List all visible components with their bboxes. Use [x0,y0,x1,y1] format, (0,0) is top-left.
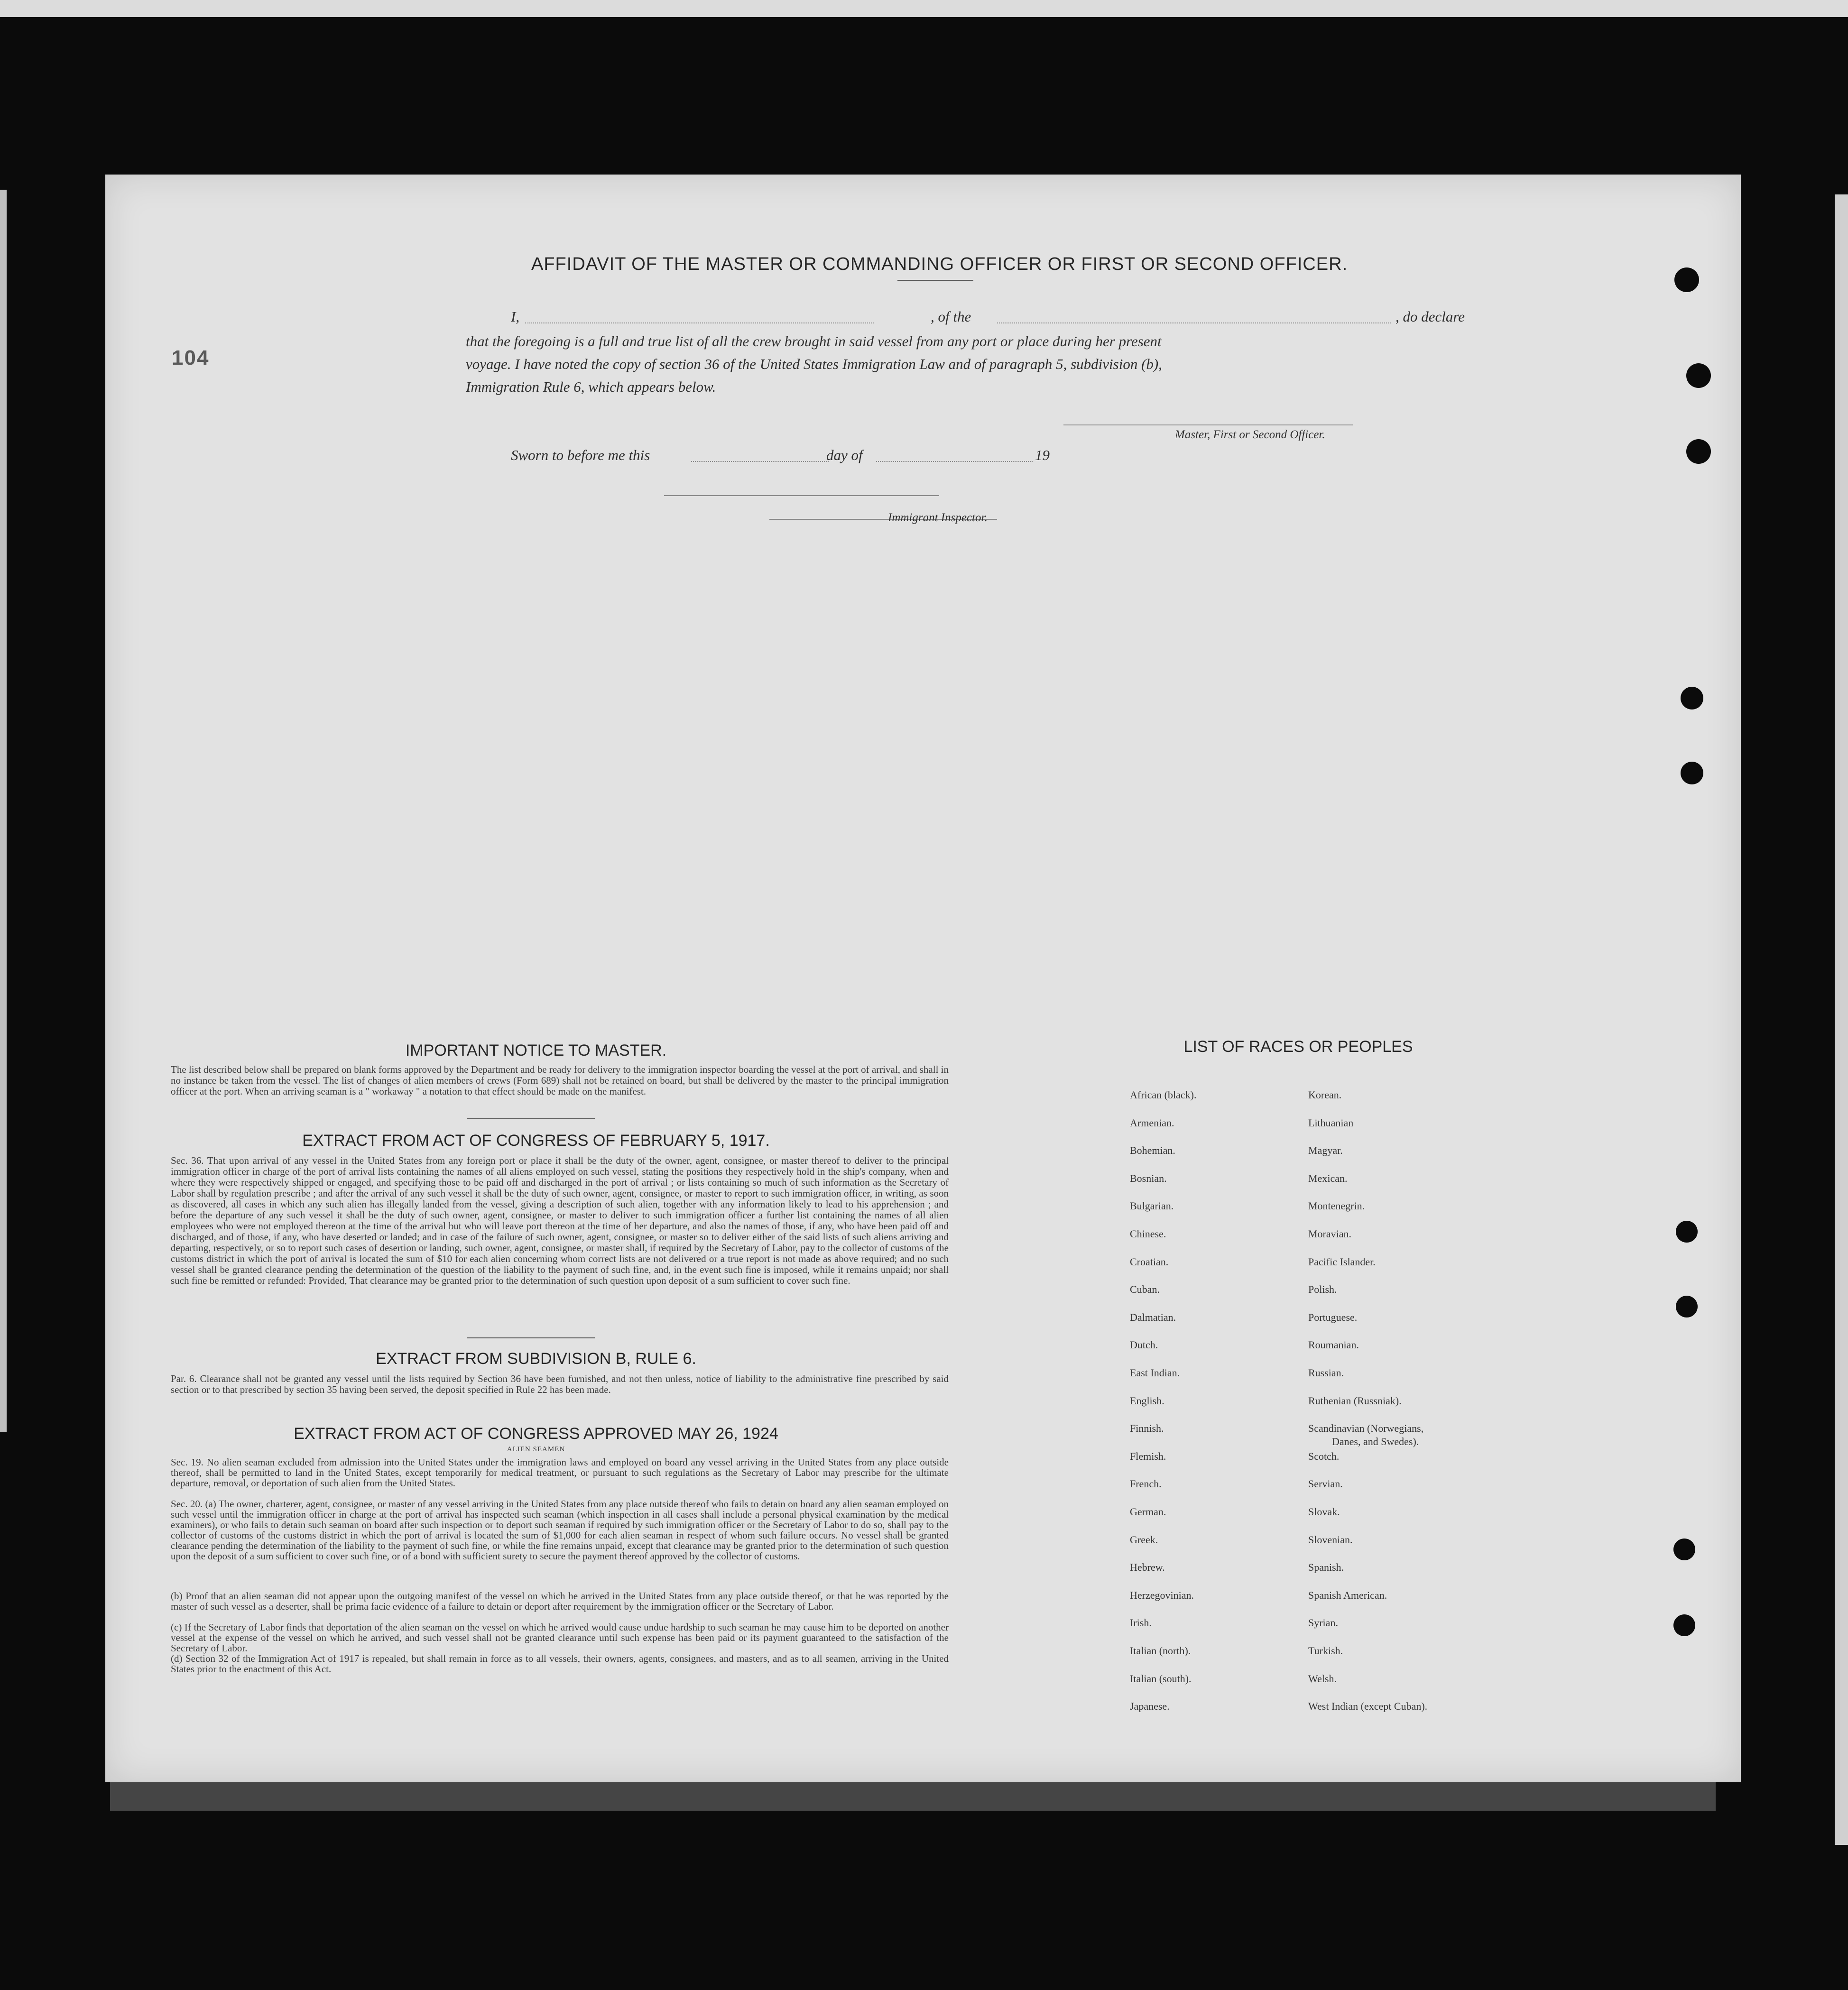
binder-hole [1676,1296,1698,1317]
affidavit-of-the: , of the [931,308,971,325]
extract-1924-sec20c: (c) If the Secretary of Labor finds that deportation of the alien seaman on the vessel on which he arrived would cause undue hardship to such seaman he may cause him to be deported on another vessel at the expense of the vessel on which he arrived, and such vessel shall not be granted clearance until such expense has been paid or its payment guaranteed to the satisfaction of the Secretary of Labor. [171,1621,949,1654]
race-item: Spanish. [1308,1561,1344,1574]
race-item: West Indian (except Cuban). [1308,1700,1428,1713]
signature-label: Master, First or Second Officer. [1175,428,1325,441]
binder-hole [1673,1539,1695,1560]
race-item: East Indian. [1130,1367,1180,1379]
sworn-label: Sworn to before me this [511,447,650,463]
signature-line [1063,424,1353,425]
race-item: Slovenian. [1308,1533,1353,1546]
race-item: German. [1130,1506,1166,1518]
affidavit-line-4: Immigration Rule 6, which appears below. [466,378,716,395]
races-title: LIST OF RACES OR PEOPLES [1183,1038,1413,1056]
page-shadow [110,1778,1716,1811]
race-item: Italian (north). [1130,1645,1191,1657]
sworn-month-blank [876,461,1033,462]
race-item: Hebrew. [1130,1561,1165,1574]
race-item: Bohemian. [1130,1144,1175,1157]
stamp-number: 104 [172,346,210,369]
race-item: Armenian. [1130,1116,1174,1129]
race-item: Syrian. [1308,1617,1338,1629]
race-item: Cuban. [1130,1283,1160,1296]
adjacent-page-edge-left [0,190,7,1432]
extract-1924-subtitle: ALIEN SEAMEN [507,1446,565,1453]
race-item: Finnish. [1130,1422,1164,1435]
divider-2 [467,1337,595,1338]
race-item: Roumanian. [1308,1339,1359,1351]
binder-hole [1674,267,1699,292]
extract-1917-title: EXTRACT FROM ACT OF CONGRESS OF FEBRUARY 5, 1917. [302,1132,770,1150]
race-item: Slovak. [1308,1506,1340,1518]
race-item: Mexican. [1308,1172,1348,1184]
binder-hole [1676,1221,1698,1243]
affidavit-do-declare: , do declare [1395,308,1465,325]
race-item: Dutch. [1130,1339,1158,1351]
affidavit-i-label: I, [511,308,520,325]
vessel-blank-line [997,322,1391,323]
extract-1924-sec20b: (b) Proof that an alien seaman did not appear upon the outgoing manifest of the vessel on which he arrived in the United States from any place outside thereof, or that he was reported by the master of such vessel as a deserter, shall be prima facie evidence of a failure to detain or deport after requirement by the immigration officer or the Secretary of Labor. [171,1590,949,1612]
race-item: Montenegrin. [1308,1200,1365,1212]
race-item: Polish. [1308,1283,1337,1296]
race-item: Japanese. [1130,1700,1170,1713]
race-item: African (black). [1130,1089,1197,1101]
race-item: Italian (south). [1130,1672,1192,1685]
binder-hole [1681,762,1703,784]
race-item: Servian. [1308,1478,1343,1490]
race-item: Dalmatian. [1130,1311,1176,1323]
race-item: Moravian. [1308,1228,1352,1240]
race-item: Scotch. [1308,1450,1340,1462]
race-item: Bulgarian. [1130,1200,1174,1212]
race-item: Scandinavian (Norwegians, [1308,1422,1424,1435]
race-item: Russian. [1308,1367,1344,1379]
subdivision-text: Par. 6. Clearance shall not be granted any vessel until the lists required by Section 36 have been furnished, and not then unless, notice of liability to the administrative fine prescribed by said section or to that prescribed by section 35 having been served, the deposit specified in Rule 22 has been made. [171,1373,949,1395]
name-blank-line [525,322,874,323]
race-item: Korean. [1308,1089,1342,1101]
binder-hole [1686,363,1711,388]
inspector-label: Immigrant Inspector. [888,511,988,524]
race-item: Welsh. [1308,1672,1337,1685]
race-item: Greek. [1130,1533,1158,1546]
race-item: Croatian. [1130,1255,1169,1268]
extract-1924-sec19: Sec. 19. No alien seaman excluded from admission into the United States under the immigration laws and employed on board any vessel arriving in the United States from any place outside thereof, shall be permitted to land in the United States, except temporarily for medical treatment, or pursuant to such regulations as the Secretary of Labor may prescribe for the ultimate departure, removal, or deportation of such alien from the United States. [171,1456,949,1489]
race-item: Turkish. [1308,1645,1343,1657]
binder-hole [1686,439,1711,464]
race-continuation: Danes, and Swedes). [1332,1436,1419,1447]
extract-1924-sec20d: (d) Section 32 of the Immigration Act of 1917 is repealed, but shall remain in force as to all vessels, their owners, agents, consignees, and masters, and as to all seamen, arriving in the United States prior to the enactment of this Act. [171,1653,949,1675]
race-item: Portuguese. [1308,1311,1358,1323]
race-item: Herzegovinian. [1130,1589,1194,1601]
race-item: Spanish American. [1308,1589,1387,1601]
affidavit-line-3: voyage. I have noted the copy of section 36 of the United States Immigration Law and of paragraph 5, subdivision (b), [466,356,1162,372]
inspector-line-upper [664,495,939,496]
day-of-label: day of [826,447,863,463]
film-strip-top [0,0,1848,17]
race-item: Lithuanian [1308,1116,1354,1129]
notice-title: IMPORTANT NOTICE TO MASTER. [405,1041,667,1059]
race-item: Magyar. [1308,1144,1343,1157]
affidavit-line-2: that the foregoing is a full and true list of all the crew brought in said vessel from any port or place during her present [466,333,1162,350]
binder-hole [1681,687,1703,709]
title-rule [897,280,973,281]
race-item: French. [1130,1478,1162,1490]
extract-1917-text: Sec. 36. That upon arrival of any vessel in the United States from any foreign port or place it shall be the duty of the owner, agent, consignee, or master thereof to deliver to the principal immigration officer in charge of the port of arrival lists containing the names of all aliens employed on such vessel, stating the positions they respectively hold in the ship's company, when and where they were respectively shipped or engaged, and specifying those to be paid off and discharged in the port of arrival ; or lists containing so much of such information as the Secretary of Labor shall by regulation prescribe ; and after the arrival of any such vessel it shall be the duty of such owner, agent, consignee, or master to report to such immigration officer, in writing, as soon as discovered, all cases in which any such alien has illegally landed from the vessel, giving a description of such alien, together with any information likely to lead to his apprehension ; and before the departure of any such vessel it shall be the duty of such owner, agent, consignee, or master to deliver to such immigration officer a further list containing the names of all alien employees who were not employed thereon at the time of the arrival but who will leave port thereon at the time of her departure, and also the names of those, if any, who have been paid off and discharged, and of those, if any, who have deserted or landed; and in case of the failure of such owner, agent, consignee, or master so to deliver either of the said lists of such aliens arriving and departing, respectively, or so to report such cases of desertion or landing, such owner, agent, consignee, or master shall, if required by the Secretary of Labor, pay to the collector of customs of the customs district in which the port of arrival is located the sum of $10 for each alien concerning whom correct lists are not delivered or a true report is not made as above required; and no such vessel shall be granted clearance pending the determination of the question of the liability to the payment of such fine, and, in the event such fine is imposed, while it remains unpaid; nor shall such fine be remitted or refunded: Provided, That clearance may be granted prior to the determination of such question upon deposit of a sum sufficient to cover such fine. [171,1155,949,1286]
sworn-day-blank [691,461,829,462]
manifest-page [105,175,1741,1782]
divider-1 [467,1118,595,1119]
affidavit-title: AFFIDAVIT OF THE MASTER OR COMMANDING OFFICER OR FIRST OR SECOND OFFICER. [531,254,1348,274]
race-item: Chinese. [1130,1228,1166,1240]
notice-text: The list described below shall be prepared on blank forms approved by the Department and be ready for delivery to the immigration inspector boarding the vessel at the port of arrival, and shall in no instance be taken from the vessel. The list of changes of alien members of crews (Form 689) shall not be retained on board, but shall be delivered by the master to the principal immigration officer at the port. When an arriving seaman is a " workaway " a notation to that effect should be made on the manifest. [171,1064,949,1097]
adjacent-page-edge-right [1835,194,1848,1845]
race-item: Irish. [1130,1617,1152,1629]
race-item: English. [1130,1394,1164,1407]
race-item: Ruthenian (Russniak). [1308,1394,1402,1407]
binder-hole [1673,1614,1695,1636]
extract-1924-title: EXTRACT FROM ACT OF CONGRESS APPROVED MAY 26, 1924 [294,1425,778,1443]
race-item: Bosnian. [1130,1172,1167,1184]
race-item: Flemish. [1130,1450,1166,1462]
race-item: Pacific Islander. [1308,1255,1376,1268]
subdivision-title: EXTRACT FROM SUBDIVISION B, RULE 6. [376,1350,696,1368]
year-prefix: 19 [1035,447,1050,463]
extract-1924-sec20a: Sec. 20. (a) The owner, charterer, agent, consignee, or master of any vessel arriving in the United States from any place outside thereof who fails to detain on board any alien seaman employed on such vessel until the immigration officer in charge at the port of arrival has inspected such seaman (which inspection in all cases shall include a personal physical examination by the medical examiners), or who fails to detain such seaman on board after such inspection or to deport such seaman if required by such immigration officer or the Secretary of Labor to do so, shall pay to the collector of customs of the customs district in which the port of arrival is located the sum of $1,000 for each alien seaman in respect of whom such failure occurs. No vessel shall be granted clearance pending the determination of the liability to the payment of such fine, or while the fine remains unpaid, except that clearance may be granted prior to the determination of such question upon the deposit of a sum sufficient to cover such fine, or of a bond with sufficient surety to secure the payment thereof approved by the collector of customs. [171,1498,949,1562]
